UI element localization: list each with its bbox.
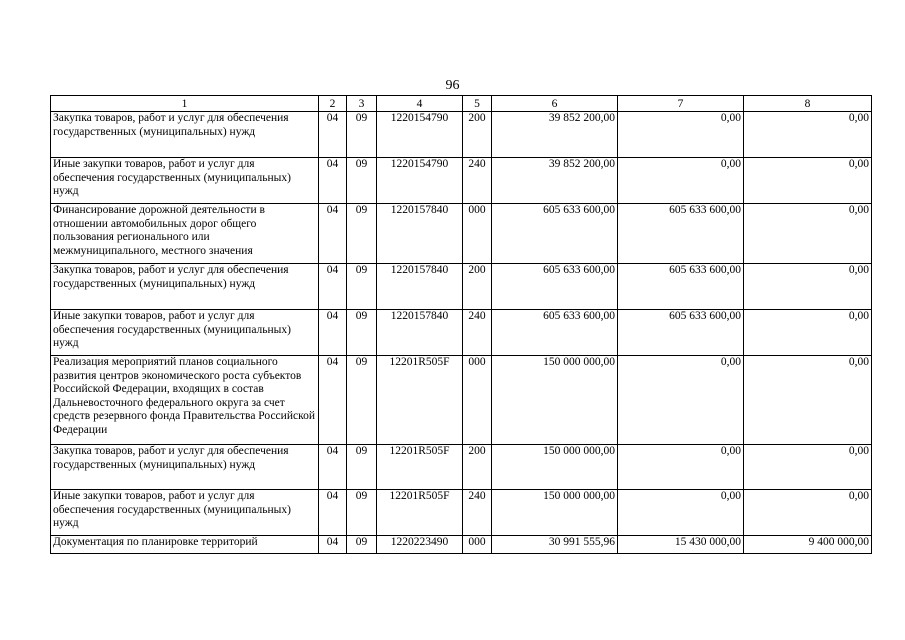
row-amount-7: 15 430 000,00 (618, 536, 744, 554)
row-amount-6: 605 633 600,00 (492, 264, 618, 310)
row-amount-7: 605 633 600,00 (618, 310, 744, 356)
row-expense-type: 000 (463, 204, 492, 264)
row-amount-6: 150 000 000,00 (492, 445, 618, 490)
table-row (51, 536, 872, 554)
row-amount-7: 0,00 (618, 112, 744, 158)
row-target-code: 1220154790 (377, 112, 463, 158)
row-subsection: 09 (347, 310, 377, 356)
row-name: Реализация мероприятий планов социального развития центров экономического роста субъектов Российской Федерации, входящих в состав Дальневосточного федерального округа за счет средств резервного фонда Правительства Российской Федерации (51, 356, 319, 445)
row-section: 04 (319, 356, 347, 445)
row-expense-type: 240 (463, 158, 492, 204)
table-row (51, 310, 872, 356)
row-amount-8: 0,00 (744, 490, 872, 536)
row-name: Документация по планировке территорий (51, 536, 319, 554)
row-expense-type: 240 (463, 490, 492, 536)
row-target-code: 1220154790 (377, 158, 463, 204)
row-expense-type: 200 (463, 112, 492, 158)
row-subsection: 09 (347, 536, 377, 554)
row-amount-6: 30 991 555,96 (492, 536, 618, 554)
row-amount-8: 0,00 (744, 264, 872, 310)
row-name: Финансирование дорожной деятельности в отношении автомобильных дорог общего пользования регионального или межмуниципального, местного значения (51, 204, 319, 264)
page-number: 96 (445, 78, 460, 93)
table-row (51, 158, 872, 204)
column-header-1: 1 (51, 96, 319, 112)
row-amount-8: 0,00 (744, 112, 872, 158)
table-row (51, 445, 872, 490)
table-row (51, 112, 872, 158)
row-subsection: 09 (347, 445, 377, 490)
row-amount-7: 605 633 600,00 (618, 264, 744, 310)
row-expense-type: 000 (463, 536, 492, 554)
row-amount-8: 9 400 000,00 (744, 536, 872, 554)
row-subsection: 09 (347, 204, 377, 264)
row-name: Иные закупки товаров, работ и услуг для обеспечения государственных (муниципальных) нужд (51, 490, 319, 536)
row-amount-6: 150 000 000,00 (492, 356, 618, 445)
row-expense-type: 240 (463, 310, 492, 356)
column-header-7: 7 (618, 96, 744, 112)
column-header-4: 4 (377, 96, 463, 112)
row-name: Иные закупки товаров, работ и услуг для обеспечения государственных (муниципальных) нужд (51, 310, 319, 356)
row-amount-8: 0,00 (744, 445, 872, 490)
row-name: Закупка товаров, работ и услуг для обеспечения государственных (муниципальных) нужд (51, 445, 319, 490)
row-expense-type: 000 (463, 356, 492, 445)
row-section: 04 (319, 112, 347, 158)
row-expense-type: 200 (463, 264, 492, 310)
row-target-code: 12201R505F (377, 445, 463, 490)
row-amount-7: 0,00 (618, 158, 744, 204)
row-amount-8: 0,00 (744, 158, 872, 204)
row-section: 04 (319, 264, 347, 310)
row-target-code: 12201R505F (377, 356, 463, 445)
table-row (51, 204, 872, 264)
row-subsection: 09 (347, 112, 377, 158)
row-amount-7: 0,00 (618, 490, 744, 536)
row-section: 04 (319, 445, 347, 490)
column-header-5: 5 (463, 96, 492, 112)
table-row (51, 356, 872, 445)
row-target-code: 12201R505F (377, 490, 463, 536)
row-subsection: 09 (347, 356, 377, 445)
row-amount-6: 150 000 000,00 (492, 490, 618, 536)
row-target-code: 1220157840 (377, 204, 463, 264)
budget-table (50, 95, 872, 554)
row-subsection: 09 (347, 158, 377, 204)
row-subsection: 09 (347, 490, 377, 536)
row-amount-6: 39 852 200,00 (492, 112, 618, 158)
row-amount-8: 0,00 (744, 356, 872, 445)
table-row (51, 264, 872, 310)
column-header-6: 6 (492, 96, 618, 112)
table-row (51, 490, 872, 536)
row-target-code: 1220157840 (377, 264, 463, 310)
row-section: 04 (319, 204, 347, 264)
column-header-8: 8 (744, 96, 872, 112)
row-subsection: 09 (347, 264, 377, 310)
row-amount-6: 605 633 600,00 (492, 204, 618, 264)
row-expense-type: 200 (463, 445, 492, 490)
row-amount-8: 0,00 (744, 204, 872, 264)
row-target-code: 1220157840 (377, 310, 463, 356)
row-amount-6: 39 852 200,00 (492, 158, 618, 204)
row-name: Закупка товаров, работ и услуг для обеспечения государственных (муниципальных) нужд (51, 112, 319, 158)
header-row (51, 96, 872, 112)
row-name: Закупка товаров, работ и услуг для обеспечения государственных (муниципальных) нужд (51, 264, 319, 310)
row-section: 04 (319, 536, 347, 554)
column-header-2: 2 (319, 96, 347, 112)
row-amount-6: 605 633 600,00 (492, 310, 618, 356)
row-amount-8: 0,00 (744, 310, 872, 356)
row-amount-7: 0,00 (618, 445, 744, 490)
row-amount-7: 0,00 (618, 356, 744, 445)
column-header-3: 3 (347, 96, 377, 112)
row-target-code: 1220223490 (377, 536, 463, 554)
row-amount-7: 605 633 600,00 (618, 204, 744, 264)
row-section: 04 (319, 490, 347, 536)
row-section: 04 (319, 310, 347, 356)
row-section: 04 (319, 158, 347, 204)
row-name: Иные закупки товаров, работ и услуг для обеспечения государственных (муниципальных) нужд (51, 158, 319, 204)
